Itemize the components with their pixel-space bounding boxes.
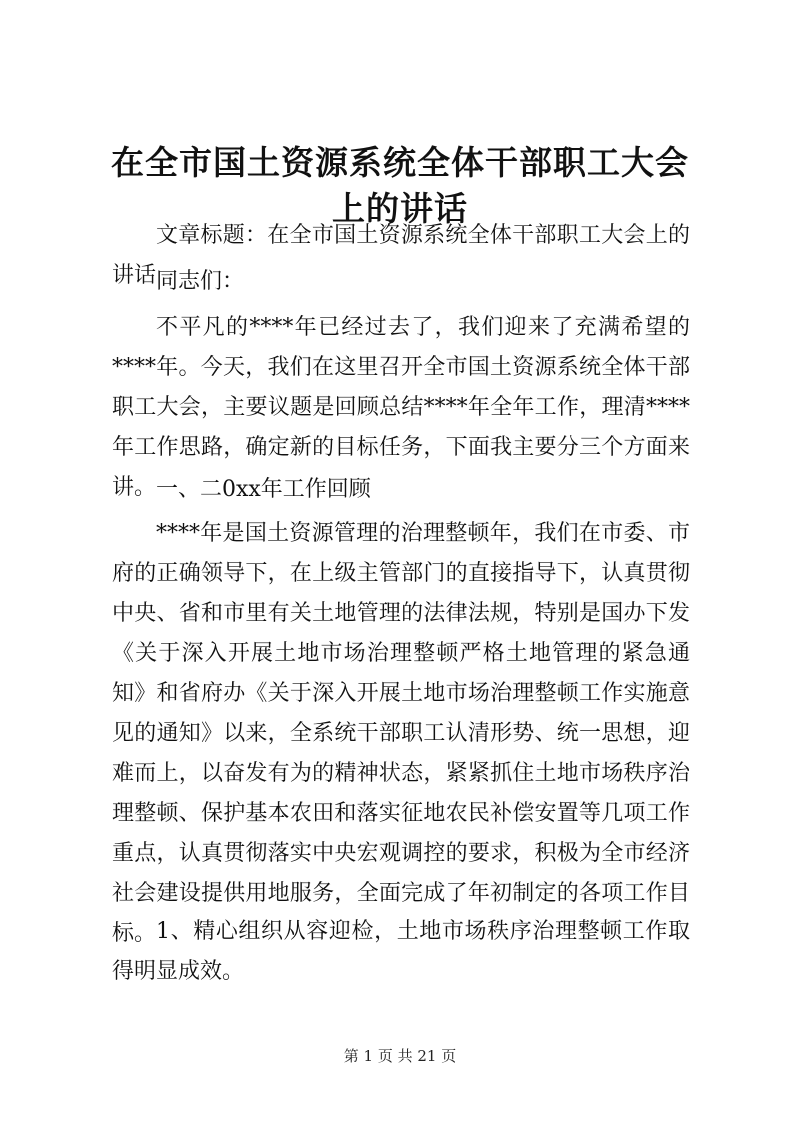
document-title: 在全市国土资源系统全体干部职工大会上的讲话: [111, 143, 689, 228]
section-heading: 一、二0xx年工作回顾: [156, 477, 371, 502]
page-number-footer: 第 1 页 共 21 页: [343, 1047, 457, 1065]
salutation-paragraph: 同志们：: [156, 269, 245, 294]
point-one-paragraph: 1、精心组织从容迎检，土地市场秩序治理整顿工作取得明显成效。: [112, 919, 690, 984]
review-paragraph: ****年是国土资源管理的治理整顿年，我们在市委、市府的正确领导下，在上级主管部门的直接指导下，认真贯彻中央、省和市里有关土地管理的法律法规，特别是国办下发《关于深入开展土地市场治理整顿严格土地管理的紧急通知》和省府办《关于深入开展土地市场治理整顿工作实施意见的通知》以来，全系统干部职工认清形势、统一思想，迎难而上，以奋发有为的精神状态，紧紧抓住土地市场秩序治理整顿、保护基本农田和落实征地农民补偿安置等几项工作重点，认真贯彻落实中央宏观调控的要求，积极为全市经济社会建设提供用地服务，全面完成了年初制定的各项工作目标。: [112, 521, 690, 946]
article-title-paragraph: 文章标题：在全市国土资源系统全体干部职工大会上的讲话: [112, 223, 690, 288]
intro-paragraph: 不平凡的****年已经过去了，我们迎来了充满希望的****年。今天，我们在这里召开全市国土资源系统全体干部职工大会，主要议题是回顾总结****年全年工作，理清****年工作思路，确定新的目标任务，下面我主要分三个方面来讲。: [112, 315, 690, 500]
